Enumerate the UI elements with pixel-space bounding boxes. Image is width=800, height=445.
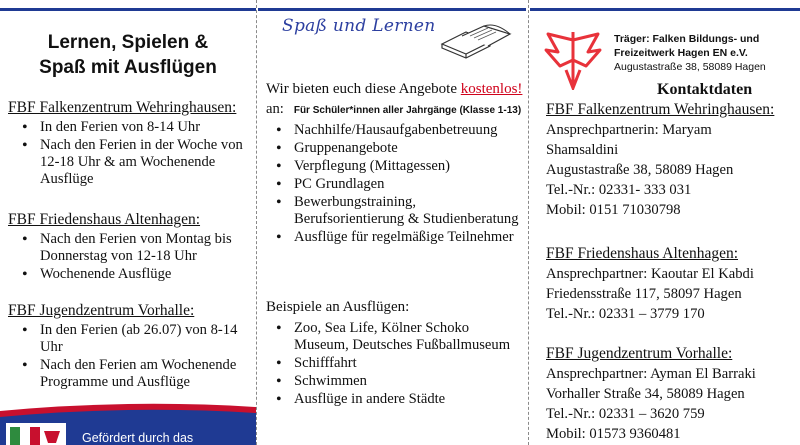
fold-line [256,0,257,445]
list-item: • In den Ferien (ab 26.07) von 8-14 Uhr [22,322,254,356]
organization-info [614,32,766,74]
section-heading-vorhalle: FBF Jugendzentrum Vorhalle: [8,302,195,319]
list-item: • Verpflegung (Mittagessen) [276,158,524,175]
contact-line: Mobil: 0151 71030798 [546,202,681,218]
contact-line: Augustastraße 38, 58089 Hagen [546,162,734,178]
panel-activities [0,0,256,445]
traeger-line-1: Träger: Falken Bildungs- und [614,33,760,45]
list-item: • Nach den Ferien in der Woche von 12-18 Uhr & am Wochenende Ausflüge [22,137,254,188]
nrw-logo-icon [6,419,66,445]
contact-heading: FBF Falkenzentrum Wehringhausen: [546,101,775,118]
target-note: Für Schüler*innen aller Jahrgänge (Klasse 1-13) [293,105,522,116]
contact-line: Vorhaller Straße 34, 58089 Hagen [546,386,745,402]
list-item: • Schifffahrt [276,355,524,372]
contact-line: Friedensstraße 117, 58097 Hagen [546,286,742,302]
footer-text: Gefördert durch das [82,431,194,445]
list-item: • Wochenende Ausflüge [22,266,254,283]
free-highlight: kostenlos! [460,81,523,97]
intro-main: Wir bieten euch diese Angebote [266,81,461,97]
contacts-heading: Kontaktdaten [657,81,753,98]
script-title: Spaß und Lernen [282,16,436,36]
list-item: • Gruppenangebote [276,140,524,157]
list-item: • Zoo, Sea Life, Kölner Schoko Museum, Deutsches Fußballmuseum [276,320,524,354]
title-line-1: Lernen, Spielen & [47,32,209,53]
list-item: • PC Grundlagen [276,176,524,193]
section-heading-altenhagen: FBF Friedenshaus Altenhagen: [8,211,201,228]
list-wehringhausen [22,119,254,189]
list-item: • Nach den Ferien am Wochenende Programme und Ausflüge [22,357,254,391]
list-vorhalle [22,322,254,392]
panel-offers [258,0,526,445]
offers-list [276,122,524,247]
contact-heading: FBF Jugendzentrum Vorhalle: [546,345,733,362]
contact-wehringhausen [546,100,796,220]
examples-list [276,320,524,409]
contact-line: Tel.-Nr.: 02331 – 3779 170 [546,306,705,322]
falken-logo-icon [544,30,602,90]
contact-line: Ansprechpartner: Kaoutar El Kabdi [546,266,754,282]
contact-line: Ansprechpartnerin: Maryam [546,122,712,138]
books-icon [436,18,516,62]
an-label: an: [266,101,284,117]
top-border [0,0,256,14]
list-altenhagen [22,231,254,284]
traeger-line-2: Freizeitwerk Hagen EN e.V. [614,47,748,59]
list-item: • Nachhilfe/Hausaufgabenbetreuung [276,122,524,139]
contact-vorhalle [546,344,796,444]
page-title [0,30,256,80]
examples-heading: Beispiele an Ausflügen: [266,299,410,315]
intro-text [266,80,524,98]
list-item: • Ausflüge in andere Städte [276,391,524,408]
contact-line: Mobil: 01573 9360481 [546,426,681,442]
panel-contacts [530,0,800,445]
list-item: • Ausflüge für regelmäßige Teilnehmer [276,229,524,246]
contact-line: Ansprechpartner: Ayman El Barraki [546,366,756,382]
fold-line [528,0,529,445]
contact-line: Tel.-Nr.: 02331- 333 031 [546,182,692,198]
contact-altenhagen [546,244,796,324]
top-border [530,0,800,14]
contact-line: Tel.-Nr.: 02331 – 3620 759 [546,406,705,422]
top-border [258,0,526,14]
section-heading-wehringhausen: FBF Falkenzentrum Wehringhausen: [8,99,237,116]
title-line-2: Spaß mit Ausflügen [39,57,217,78]
contact-line: Shamsaldini [546,142,619,158]
list-item: • Bewerbungstraining, Berufsorientierung & Studienberatung [276,194,524,228]
list-item: • Nach den Ferien von Montag bis Donnerstag von 12-18 Uhr [22,231,254,265]
contact-heading: FBF Friedenshaus Altenhagen: [546,245,739,262]
list-item: • In den Ferien von 8-14 Uhr [22,119,254,136]
target-line [266,100,521,120]
traeger-address: Augustastraße 38, 58089 Hagen [614,61,766,73]
list-item: • Schwimmen [276,373,524,390]
